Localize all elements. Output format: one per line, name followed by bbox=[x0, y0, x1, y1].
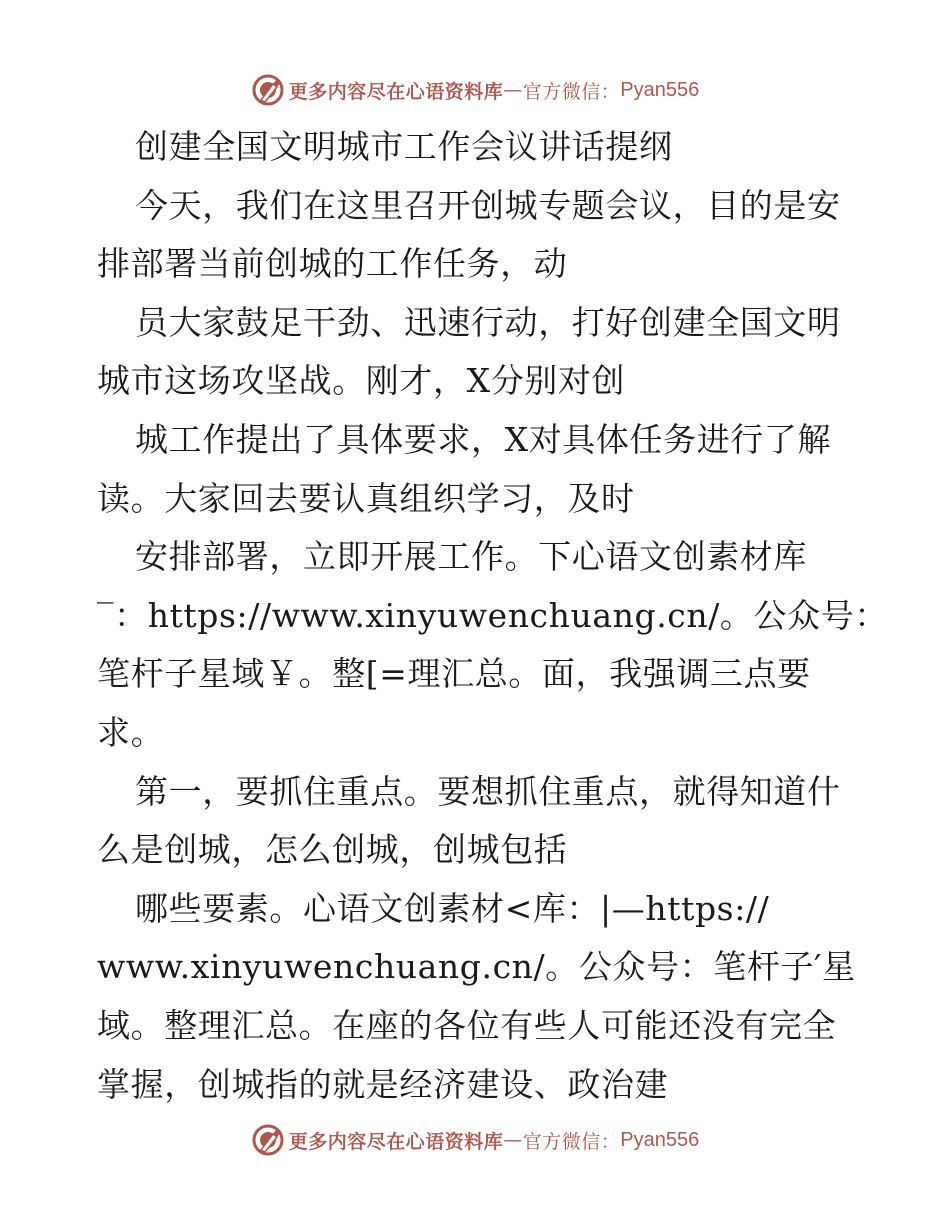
text-line: 么是创城，怎么创城，创城包括 bbox=[97, 830, 568, 870]
header-banner bbox=[0, 70, 950, 110]
banner-main-text: 更多内容尽在心语资料库 bbox=[288, 80, 504, 103]
text-line: 域。整理汇总。在座的各位有些人可能还没有完全 bbox=[97, 1005, 837, 1045]
text-line: 安排部署，立即开展工作。下心语文创素材库 bbox=[135, 537, 807, 577]
pen-logo-icon bbox=[251, 1123, 285, 1157]
banner-sub-text: 官方微信： bbox=[522, 80, 621, 103]
text-line: 城市这场攻坚战。刚才，X分别对创 bbox=[97, 361, 626, 401]
document-body bbox=[97, 118, 888, 1114]
pen-logo-icon bbox=[251, 73, 285, 107]
text-line: www.xinyuwenchuang.cn/。公众号：笔杆子′星 bbox=[97, 947, 856, 987]
banner-main-text: 更多内容尽在心语资料库 bbox=[288, 1130, 504, 1153]
banner-wechat-id: Pyan556 bbox=[620, 1128, 700, 1151]
text-line: 掌握，创城指的就是经济建设、政治建 bbox=[97, 1064, 669, 1104]
footer-banner bbox=[0, 1120, 950, 1160]
banner-dash: — bbox=[503, 1129, 523, 1151]
text-line: 笔杆子星域￥。整[=理汇总。面，我强调三点要 bbox=[97, 654, 811, 694]
text-line: 城工作提出了具体要求，X对具体任务进行了解 bbox=[135, 419, 832, 459]
text-line: 求。 bbox=[97, 712, 165, 752]
text-line: 第一，要抓住重点。要想抓住重点，就得知道什 bbox=[135, 771, 841, 811]
text-line: 今天，我们在这里召开创城专题会议，目的是安 bbox=[135, 185, 841, 225]
text-line: ‾：https://www.xinyuwenchuang.cn/。公众号： bbox=[97, 595, 888, 635]
document-title: 创建全国文明城市工作会议讲话提纲 bbox=[135, 127, 673, 166]
text-line: 哪些要素。心语文创素材<库：|—https:// bbox=[135, 888, 770, 928]
text-line: 排部署当前创城的工作任务，动 bbox=[97, 244, 568, 284]
text-line: 员大家鼓足干劲、迅速行动，打好创建全国文明 bbox=[135, 302, 841, 342]
banner-dash: — bbox=[503, 79, 523, 101]
banner-sub-text: 官方微信： bbox=[522, 1130, 621, 1153]
banner-wechat-id: Pyan556 bbox=[620, 78, 700, 101]
text-line: 读。大家回去要认真组织学习，及时 bbox=[97, 478, 635, 518]
